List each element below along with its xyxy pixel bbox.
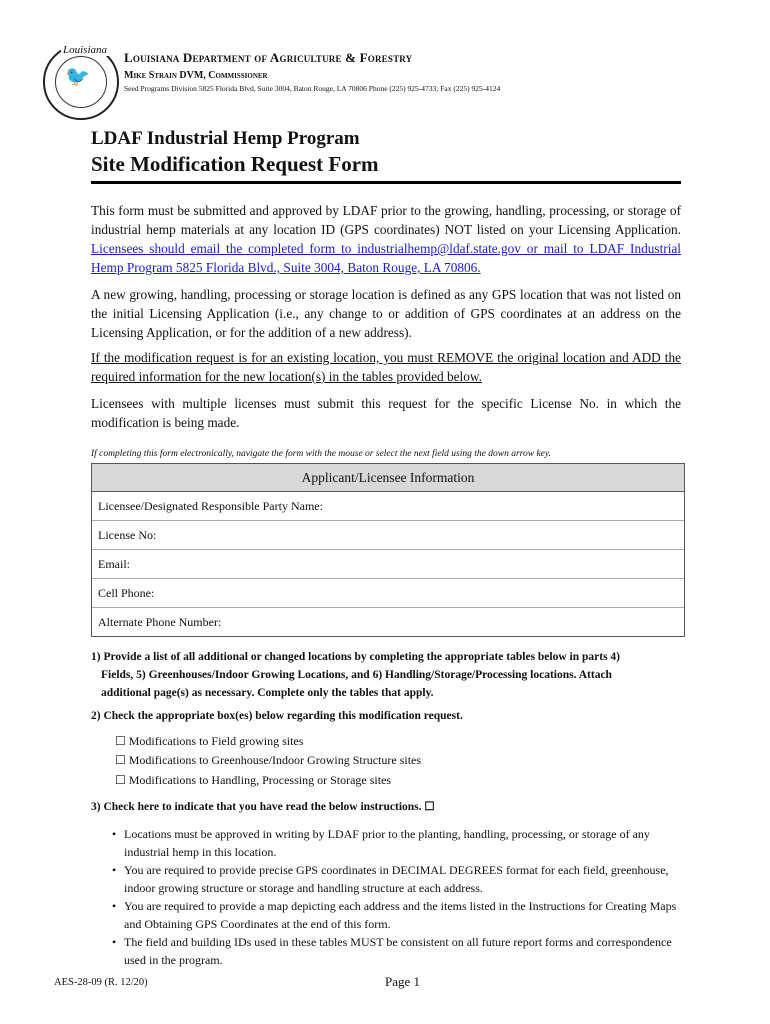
intro-paragraph-4: Licensees with multiple licenses must submit this request for the specific License No. in which the modification is being made. — [91, 396, 681, 430]
commissioner-name: Mike Strain DVM, Commissioner — [124, 70, 268, 81]
intro-paragraph-2: A new growing, handling, processing or storage location is defined as any GPS location that was not listed on the initial Licensing Application (i.e., any change to or addition of GPS coordinates at an address on the Licensing Application, or for the addition of a new address). — [91, 287, 681, 340]
instruction-item: • You are required to provide a map depicting each address and the items listed in the Instructions for Creating Maps and Obtaining GPS Coordinates at the end of this form. — [112, 897, 692, 933]
instruction-item: • You are required to provide precise GPS coordinates in DECIMAL DEGREES format for each field, greenhouse, indoor growing structure or storage and handling structure at each address. — [112, 861, 692, 897]
question-1-line-2: Fields, 5) Greenhouses/Indoor Growing Locations, and 6) Handling/Storage/Processing locations. Attach — [101, 669, 612, 681]
email-field[interactable]: Email: — [92, 550, 684, 579]
cell-phone-field[interactable]: Cell Phone: — [92, 579, 684, 608]
instructions-list — [112, 825, 692, 969]
intro-text: This form must be submitted and approved by LDAF prior to the growing, handling, processing, or storage of industrial hemp materials at any location ID (GPS coordinates) NOT listed on your Licensing Application. — [91, 203, 681, 237]
instruction-item: • Locations must be approved in writing by LDAF prior to the planting, handling, processing, or storage of any industrial hemp in this location. — [112, 825, 692, 861]
question-1-line-3: additional page(s) as necessary. Complete only the tables that apply. — [101, 687, 434, 699]
question-2: 2) Check the appropriate box(es) below regarding this modification request. — [91, 710, 463, 722]
form-title: Site Modification Request Form — [91, 152, 379, 176]
department-address: Seed Programs Division 5825 Florida Blvd, Suite 3004, Baton Rouge, LA 70806 Phone (225) 925-4733; Fax (225) 925-4124 — [124, 84, 501, 93]
checkbox-field-sites[interactable]: ☐ Modifications to Field growing sites — [115, 734, 304, 748]
question-1-line-1: 1) Provide a list of all additional or changed locations by completing the appropriate tables below in parts 4) — [91, 651, 621, 663]
question-3-checkbox[interactable]: 3) Check here to indicate that you have read the below instructions. ☐ — [91, 801, 435, 813]
question-1 — [91, 648, 681, 702]
title-rule — [91, 181, 681, 184]
seal-text: Louisiana — [63, 44, 108, 56]
intro-paragraph-3: If the modification request is for an existing location, you must REMOVE the original location and ADD the required information for the new location(s) in the tables provided below. — [91, 350, 681, 384]
form-code: AES-28-09 (R. 12/20) — [54, 977, 148, 988]
instruction-item: • The field and building IDs used in these tables MUST be consistent on all future report forms and correspondence used in the program. — [112, 933, 692, 969]
intro-paragraph-1 — [91, 201, 681, 277]
license-no-field[interactable]: License No: — [92, 521, 684, 550]
checkbox-greenhouse-sites[interactable]: ☐ Modifications to Greenhouse/Indoor Growing Structure sites — [115, 753, 422, 767]
pelican-icon: 🐦 — [65, 66, 90, 88]
submission-link[interactable]: Licensees should email the completed form to industrialhemp@ldaf.state.gov or mail to LDAF Industrial Hemp Program 5825 Florida Blvd., Suite 3004, Baton Rouge, LA 70806. — [91, 241, 681, 275]
alternate-phone-field[interactable]: Alternate Phone Number: — [98, 615, 222, 629]
applicant-info-table — [91, 463, 685, 637]
table-heading: Applicant/Licensee Information — [92, 464, 684, 492]
ldaf-seal-logo — [43, 44, 119, 120]
department-name: Louisiana Department of Agriculture & Forestry — [124, 50, 413, 65]
checkbox-handling-sites[interactable]: ☐ Modifications to Handling, Processing or Storage sites — [115, 773, 392, 787]
navigation-note: If completing this form electronically, navigate the form with the mouse or select the next field using the down arrow key. — [91, 449, 551, 459]
licensee-name-field[interactable]: Licensee/Designated Responsible Party Name: — [92, 492, 684, 521]
page-number: Page 1 — [385, 974, 421, 989]
program-title: LDAF Industrial Hemp Program — [91, 128, 360, 149]
